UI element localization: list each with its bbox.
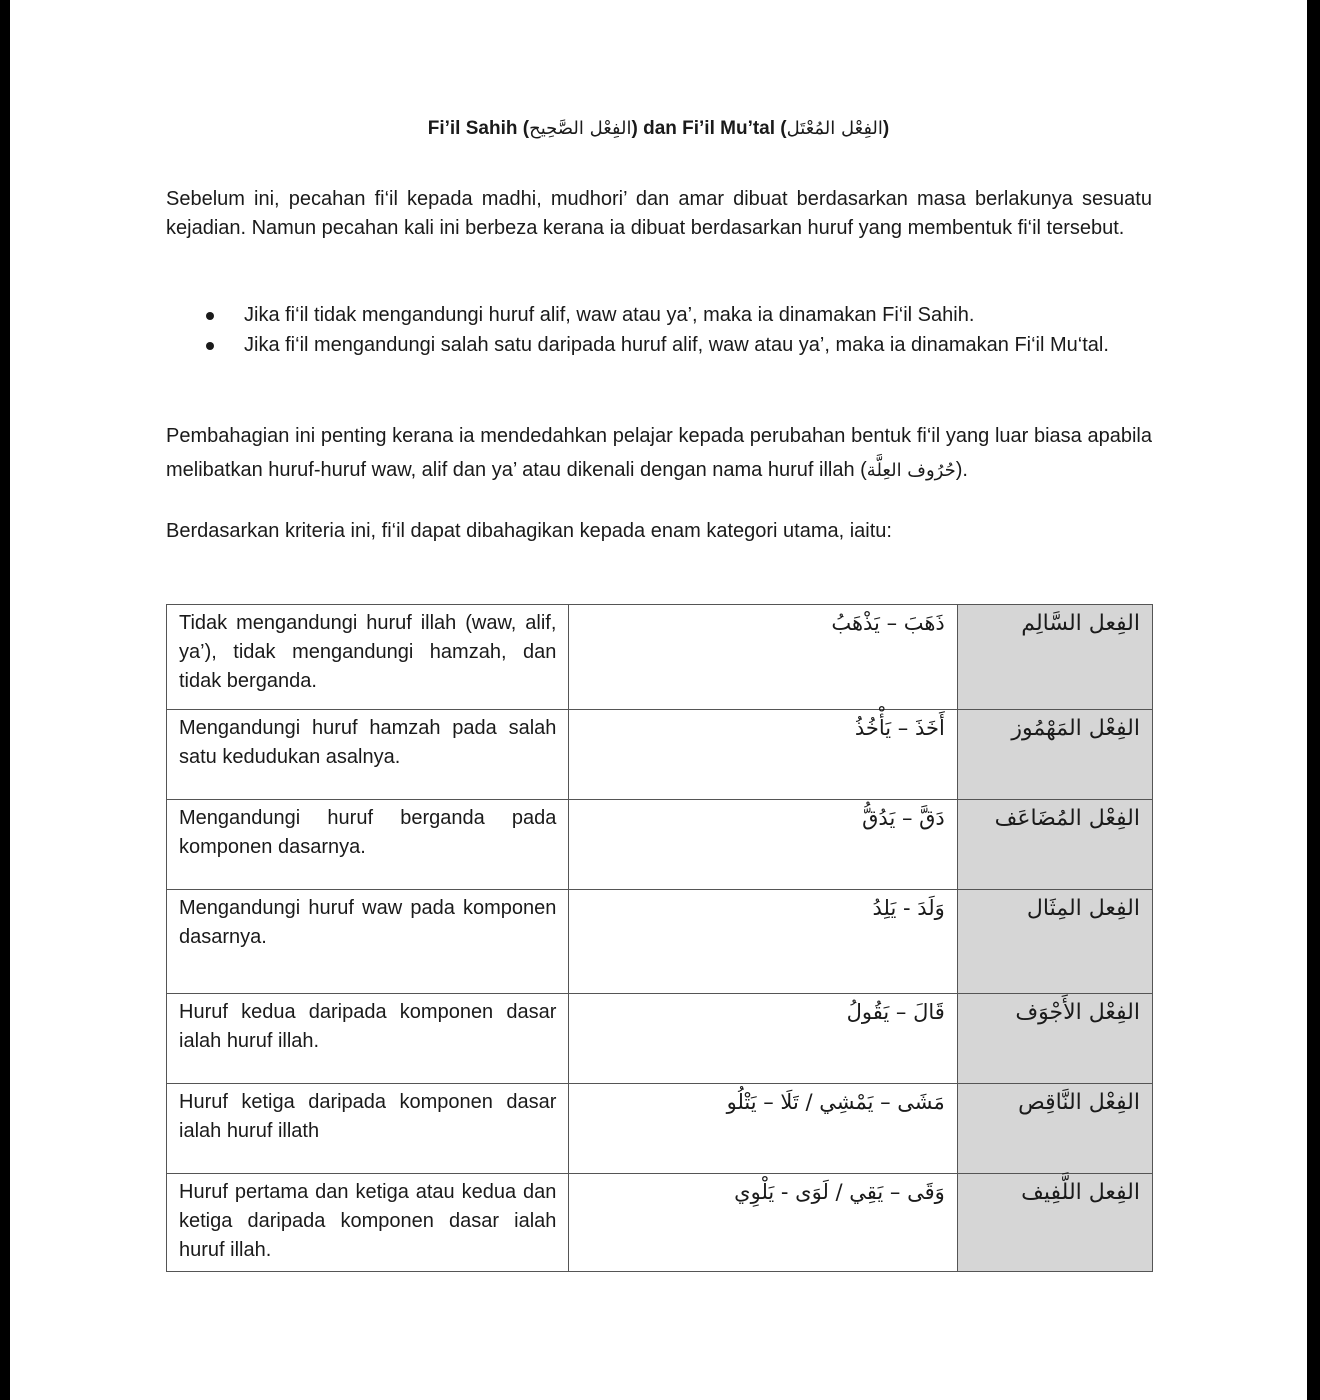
row-category-name: الفِعْل الأَجْوَف	[957, 994, 1152, 1084]
row-description: Mengandungi huruf waw pada komponen dasarnya.	[167, 890, 569, 994]
row-category-name: الفِعْل النَّاقِص	[957, 1084, 1152, 1174]
table-row	[167, 890, 1153, 994]
row-category-name: الفِعْل المَهْمُوز	[957, 710, 1152, 800]
table-row	[167, 710, 1153, 800]
importance-end: ).	[955, 459, 968, 481]
row-example: وَقَى – يَقِي / لَوَى - يَلْوِي	[569, 1174, 957, 1272]
table-row	[167, 1174, 1153, 1272]
title-text-2: ) dan Fi’il Mu’tal (	[631, 118, 787, 139]
row-example: وَلَدَ - يَلِدُ	[569, 890, 957, 994]
list-item	[166, 330, 1152, 360]
row-description: Huruf ketiga daripada komponen dasar ialah huruf illath	[167, 1084, 569, 1174]
intro-paragraph: Sebelum ini, pecahan fi‘il kepada madhi, mudhori’ dan amar dibuat berdasarkan masa berlakunya sesuatu kejadian. Namun pecahan kali ini berbeza kerana ia dibuat berdasarkan huruf yang membentuk fi‘il tersebut.	[166, 188, 1152, 239]
table-row	[167, 605, 1153, 710]
table-row	[167, 994, 1153, 1084]
importance-text: Pembahagian ini penting kerana ia mendedahkan pelajar kepada perubahan bentuk fi‘il yang luar biasa apabila melibatkan huruf-huruf waw, alif dan ya’ atau dikenali dengan nama huruf illah (	[166, 425, 1152, 481]
table-row	[167, 1084, 1153, 1174]
bullet-icon	[206, 342, 214, 350]
row-category-name: الفِعْل المُضَاعَف	[957, 800, 1152, 890]
row-category-name: الفِعل السَّالِم	[957, 605, 1152, 710]
bullet-text: Jika fi‘il mengandungi salah satu daripada huruf alif, waw atau ya’, maka ia dinamakan Fi‘il Mu‘tal.	[244, 334, 1109, 356]
categories-intro: Berdasarkan kriteria ini, fi‘il dapat dibahagikan kepada enam kategori utama, iaitu:	[166, 520, 892, 542]
categories-table	[166, 604, 1153, 1272]
page-title	[10, 118, 1307, 140]
table-row	[167, 800, 1153, 890]
row-example: قَالَ – يَقُولُ	[569, 994, 957, 1084]
document-page	[10, 0, 1307, 1400]
criteria-list	[166, 300, 1152, 360]
row-category-name: الفِعل المِثَال	[957, 890, 1152, 994]
row-example: ذَهَبَ – يَذْهَبُ	[569, 605, 957, 710]
importance-paragraph	[166, 419, 1152, 488]
bullet-text: Jika fi‘il tidak mengandungi huruf alif, waw atau ya’, maka ia dinamakan Fi‘il Sahih.	[244, 304, 975, 326]
row-example: مَشَى – يَمْشِي / تَلَا – يَتْلُو	[569, 1084, 957, 1174]
row-description: Mengandungi huruf berganda pada komponen dasarnya.	[167, 800, 569, 890]
row-description: Mengandungi huruf hamzah pada salah satu kedudukan asalnya.	[167, 710, 569, 800]
title-text-1: Fi’il Sahih (	[427, 118, 530, 139]
list-item	[166, 300, 1152, 330]
row-description: Huruf pertama dan ketiga atau kedua dan ketiga daripada komponen dasar ialah huruf illah.	[167, 1174, 569, 1272]
title-text-3: )	[882, 118, 890, 139]
row-example: أَخَذَ – يَأْخُذُ	[569, 710, 957, 800]
bullet-icon	[206, 312, 214, 320]
row-category-name: الفِعل اللَّفِيف	[957, 1174, 1152, 1272]
title-arabic-sahih: الفِعْل الصَّحِيح	[529, 118, 632, 139]
row-description: Tidak mengandungi huruf illah (waw, alif, ya’), tidak mengandungi hamzah, dan tidak berganda.	[167, 605, 569, 710]
huruf-illah-arabic: حُرُوف العِلَّة	[866, 460, 956, 481]
title-arabic-mutal: الفِعْل المُعْتَل	[786, 118, 883, 139]
row-example: دَقَّ – يَدُقُّ	[569, 800, 957, 890]
row-description: Huruf kedua daripada komponen dasar ialah huruf illah.	[167, 994, 569, 1084]
